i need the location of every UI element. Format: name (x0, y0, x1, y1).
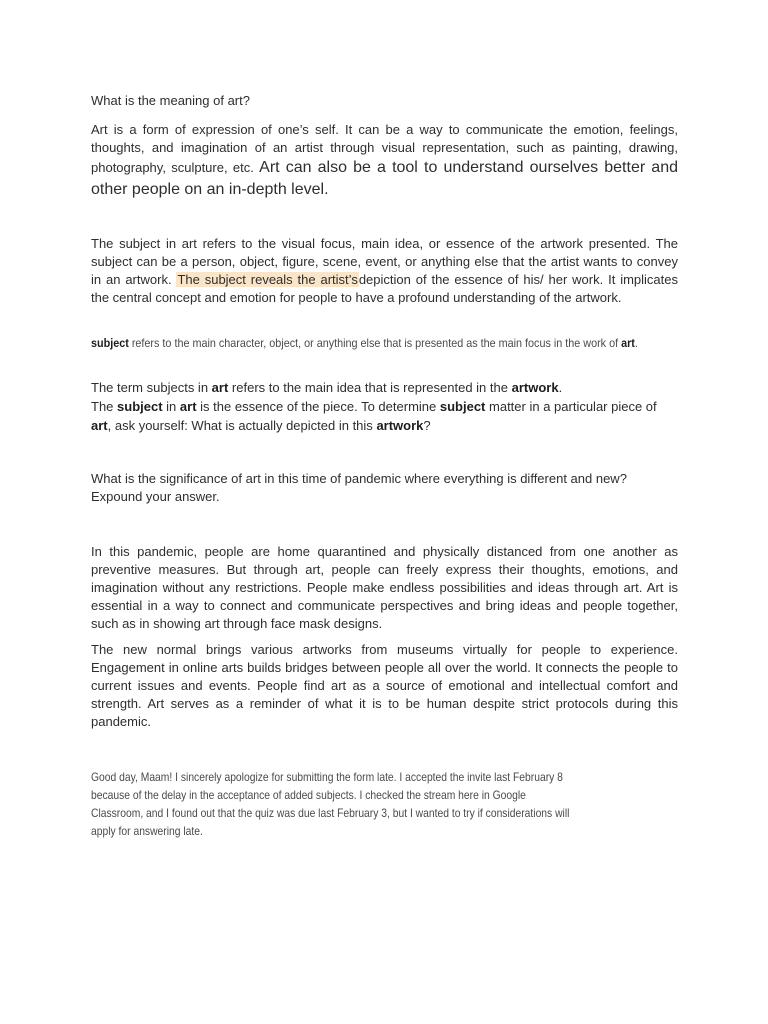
answer-part-large: Art can also be a tool to understand ourselves better and other people on an in-depth level. (91, 159, 678, 198)
highlighted-text: The subject reveals the artist’s (177, 272, 358, 287)
term-line-2: The subject in art is the essence of the piece. To determine subject matter in a particular piece of art, ask yourself: What is actually depicted in this artwork? (91, 399, 657, 433)
subject-definition: subject refers to the main character, object, or anything else that is presented as the main focus in the work of art. (91, 336, 638, 350)
answer-pandemic-p1: In this pandemic, people are home quarantined and physically distanced from one another as preventive measures. But through art, people can freely express their thoughts, emotions, and imagination without any restrictions. People make endless possibilities and ideas through art. Art is essential in a way to connect and communicate perspectives and bring ideas and people together, such as in showing art through face mask designs. (91, 544, 678, 631)
term-line-1: The term subjects in art refers to the main idea that is represented in the artwork. (91, 380, 563, 395)
question-meaning-of-art: What is the meaning of art? (91, 93, 250, 108)
subject-paragraph: The subject in art refers to the visual focus, main idea, or essence of the artwork presented. The subject can be a person, object, figure, scene, event, or anything else that the artist wants to convey in an artwork. The subject reveals the artist’sdepiction of the essence of his/ her work. It implicates the central concept and emotion for people to have a profound understanding of the artwork. (91, 236, 678, 305)
answer-meaning-of-art (91, 121, 678, 201)
answer-part-small: Art is a form of expression of one’s self. It can be a way to communicate the emotion, feelings, thoughts, and imagination of an artist through visual representation, such as painting, drawing, photography, sculpture, etc. (91, 122, 678, 175)
question-pandemic: What is the significance of art in this time of pandemic where everything is different and new? Expound your answer. (91, 471, 627, 504)
answer-pandemic-p2: The new normal brings various artworks from museums virtually for people to experience. Engagement in online arts builds bridges between people all over the world. It connects the people to current issues and events. People find art as a source of emotional and intellectual comfort and strength. Art serves as a reminder of what it is to be human despite strict protocols during this pandemic. (91, 642, 678, 729)
note-to-teacher: Good day, Maam! I sincerely apologize for submitting the form late. I accepted the invite last February 8 because of the delay in the acceptance of added subjects. I checked the stream here in Google Classroom, and I found out that the quiz was due last February 3, but I wanted to try if considerations will apply for answering late. (91, 770, 570, 838)
term-paragraph (91, 378, 678, 435)
